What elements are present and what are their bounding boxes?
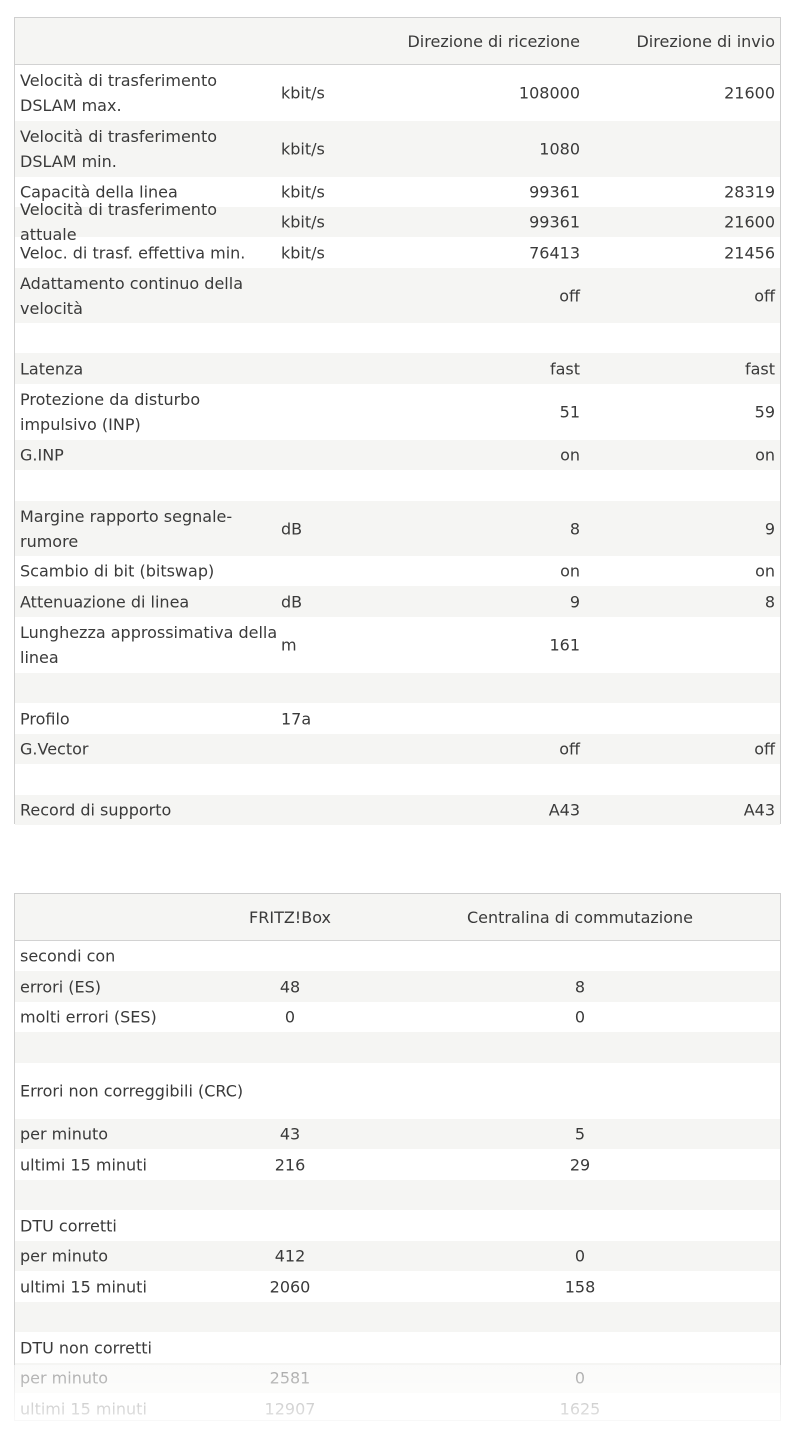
error-row [15,1149,780,1180]
rx-value: 51 [559,402,580,422]
dsl-row [15,353,780,384]
rx-value: off [559,739,580,759]
dsl-row [15,703,780,734]
row-label: ultimi 15 minuti [20,1277,147,1296]
rx-value: 8 [569,519,580,538]
dsl-row [15,323,780,353]
row-label: Velocità di trasferimento DSLAM min. [20,127,217,171]
tx-value: off [754,739,775,759]
rx-value: 161 [549,635,580,655]
row-label: Protezione da disturbo impulsivo (INP) [20,390,201,434]
error-row [15,1332,780,1363]
central-office-value: 29 [569,1155,591,1174]
error-row [15,1180,780,1210]
error-stats-table [14,893,781,1421]
error-table-header [15,894,780,941]
row-label: secondi con [20,946,116,966]
dsl-row [15,764,780,795]
row-unit: kbit/s [281,212,325,232]
row-label: molti errori (SES) [20,1007,157,1027]
dsl-row [15,121,780,177]
fritzbox-value: 412 [274,1246,306,1266]
rx-value: A43 [548,800,580,820]
error-row [15,1032,780,1063]
fritzbox-value: 2060 [269,1277,311,1296]
fritzbox-value: 216 [274,1155,306,1174]
dsl-row [15,556,780,586]
error-row [15,1271,780,1302]
error-row [15,1210,780,1241]
row-label: Attenuazione di linea [20,592,190,611]
tx-value: 8 [764,592,775,611]
central-office-value: 0 [574,1007,586,1027]
dsl-table-header [15,18,780,65]
header-fritzbox: FRITZ!Box [249,908,331,927]
rx-value: 1080 [539,139,580,159]
dsl-row [15,470,780,501]
row-label: Lunghezza approssimativa della linea [20,623,278,667]
rx-value: on [560,561,580,581]
row-unit: kbit/s [281,83,325,103]
row-unit: kbit/s [281,243,325,262]
row-unit: m [281,635,297,655]
dsl-row [15,734,780,764]
central-office-value: 158 [564,1277,596,1296]
tx-value: A43 [743,800,775,820]
tx-value: on [755,445,775,465]
row-unit: 17a [281,709,312,728]
error-row [15,971,780,1002]
dsl-info-table [14,17,781,824]
tx-value: 28319 [724,182,775,202]
dsl-row [15,440,780,470]
rx-value: 9 [569,592,580,611]
row-label: Margine rapporto segnale-rumore [20,506,233,551]
row-label: Velocità di trasferimento DSLAM max. [20,71,217,115]
tx-value: fast [744,359,775,378]
row-label: ultimi 15 minuti [20,1155,147,1174]
error-row [15,1002,780,1032]
row-label: Errori non correggibili (CRC) [20,1081,244,1101]
error-row [15,1063,780,1119]
tx-value: 59 [754,402,775,422]
dsl-row [15,384,780,440]
row-label: Veloc. di trasf. effettiva min. [20,243,246,262]
error-row [15,1302,780,1332]
dsl-row [15,673,780,703]
row-label: Velocità di trasferimento attuale [20,200,217,244]
tx-value: 21600 [724,83,775,103]
row-unit: kbit/s [281,139,325,159]
rx-value: 108000 [518,83,580,103]
error-table-body [15,941,780,1424]
rx-value: fast [549,359,580,378]
header-tx-direction: Direzione di invio [636,32,775,51]
error-row [15,941,780,971]
tx-value: 9 [764,519,775,538]
error-row [15,1119,780,1149]
row-label: per minuto [20,1124,109,1144]
row-label: Capacità della linea [20,182,178,202]
header-central-office: Centralina di commutazione [466,908,693,927]
header-rx-direction: Direzione di ricezione [407,32,580,51]
row-unit: dB [281,592,303,611]
rx-value: on [560,445,580,465]
fritzbox-value: 48 [279,977,301,996]
central-office-value: 0 [574,1246,586,1266]
rx-value: 99361 [529,212,580,232]
dsl-row [15,65,780,121]
dsl-row [15,501,780,556]
rx-value: 99361 [529,182,580,202]
rx-value: 76413 [529,243,580,262]
dsl-table-body [15,65,780,825]
row-label: Adattamento continuo della velocità [20,273,243,318]
row-label: per minuto [20,1246,109,1266]
error-row [15,1241,780,1271]
fritzbox-value: 43 [279,1124,301,1144]
row-label: errori (ES) [20,977,102,996]
fritzbox-value: 0 [284,1007,296,1027]
row-label: G.INP [20,445,64,465]
dsl-row [15,586,780,617]
dsl-row [15,237,780,268]
dsl-row [15,200,780,244]
central-office-value: 8 [574,977,586,996]
row-label: DTU corretti [20,1216,117,1235]
row-label: Profilo [20,709,70,728]
tx-value: 21456 [724,243,775,262]
row-label: Record di supporto [20,800,172,820]
dsl-row [15,617,780,673]
row-label: DTU non corretti [20,1338,152,1357]
row-unit: kbit/s [281,182,325,202]
tx-value: on [755,561,775,581]
row-unit: dB [281,519,303,538]
dsl-row [15,795,780,825]
tx-value: 21600 [724,212,775,232]
row-label: G.Vector [20,739,89,759]
rx-value: off [559,286,580,305]
tx-value: off [754,286,775,305]
row-label: Latenza [20,359,84,378]
central-office-value: 5 [574,1124,586,1144]
bottom-fade-overlay [0,1365,810,1431]
dsl-row [15,268,780,323]
row-label: Scambio di bit (bitswap) [20,561,215,581]
